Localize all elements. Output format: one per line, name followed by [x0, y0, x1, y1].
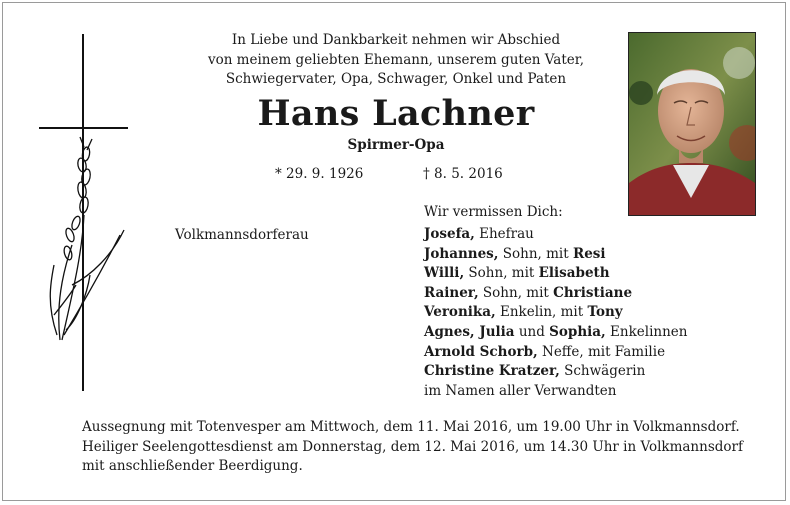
intro-text: [180, 31, 612, 90]
mourner-line: Arnold Schorb, Neffe, mit Familie: [424, 343, 666, 360]
service-notice: [82, 418, 762, 477]
death-date: † 8. 5. 2016: [423, 166, 503, 182]
cross-icon-bar: [39, 127, 128, 129]
mourner-line: Agnes, Julia und Sophia, Enkelinnen: [424, 323, 688, 340]
deceased-name: Hans Lachner: [257, 93, 535, 134]
wheat-icon: [42, 135, 132, 350]
mourner-line: im Namen aller Verwandten: [424, 382, 617, 399]
place-name: Volkmannsdorferau: [175, 227, 309, 243]
notice-line: Aussegnung mit Totenvesper am Mittwoch, dem 11. Mai 2016, um 19.00 Uhr in Volkmannsdorf.: [82, 419, 740, 435]
portrait-photo: [628, 32, 756, 216]
we-miss-heading: Wir vermissen Dich:: [424, 204, 563, 220]
notice-line: mit anschließender Beerdigung.: [82, 458, 303, 474]
birth-date: * 29. 9. 1926: [275, 166, 364, 182]
mourners-list: [424, 225, 687, 401]
mourner-line: Willi, Sohn, mit Elisabeth: [424, 265, 610, 282]
mourner-line: Josefa, Ehefrau: [424, 226, 534, 242]
mourner-line: Veronika, Enkelin, mit Tony: [424, 304, 623, 321]
notice-line: Heiliger Seelengottesdienst am Donnerstag, dem 12. Mai 2016, um 14.30 Uhr in Volkmannsdorf: [82, 438, 743, 455]
intro-line: In Liebe und Dankbarkeit nehmen wir Abschied: [231, 32, 561, 48]
mourner-line: Rainer, Sohn, mit Christiane: [424, 284, 633, 301]
nickname: Spirmer-Opa: [347, 137, 445, 153]
intro-line: von meinem geliebten Ehemann, unserem guten Vater,: [207, 51, 585, 68]
mourner-line: Christine Kratzer, Schwägerin: [424, 363, 646, 380]
intro-line: Schwiegervater, Opa, Schwager, Onkel und Paten: [225, 71, 567, 87]
mourner-line: Johannes, Sohn, mit Resi: [424, 245, 606, 262]
